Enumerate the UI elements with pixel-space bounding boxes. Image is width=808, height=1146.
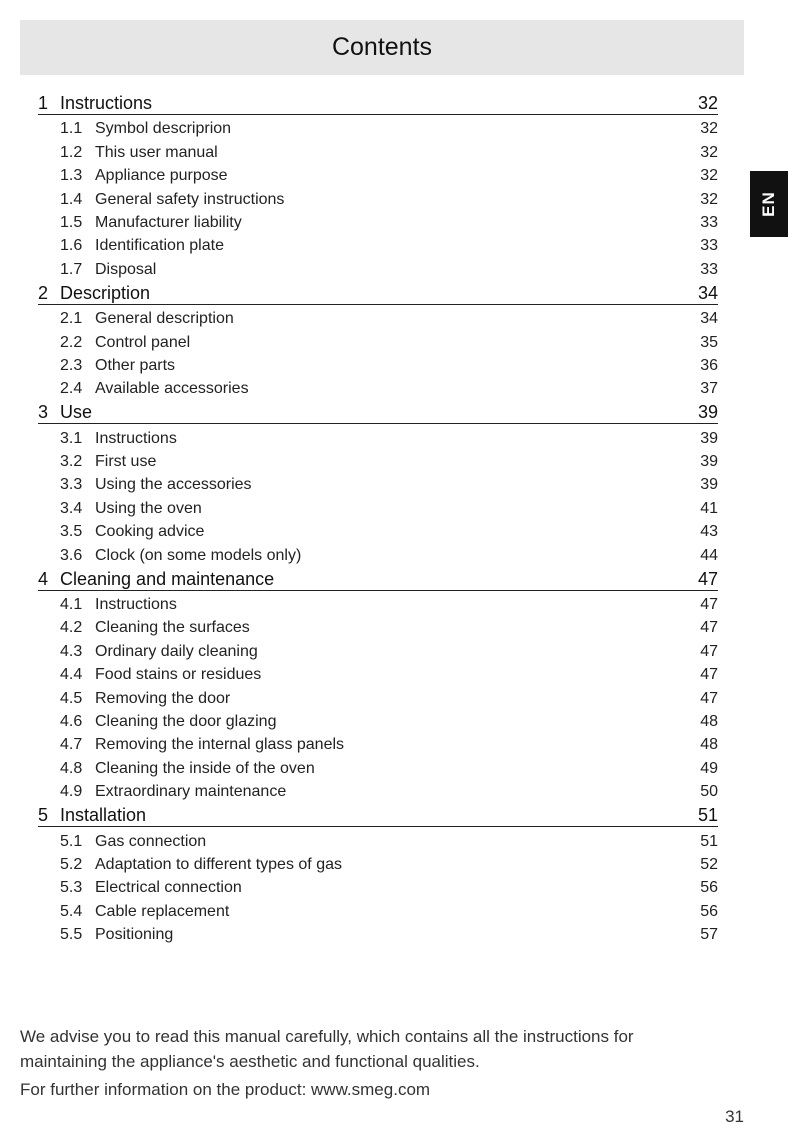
toc-section-row[interactable] bbox=[60, 138, 718, 161]
toc-chapter bbox=[38, 89, 718, 279]
toc-section-heading bbox=[60, 903, 229, 921]
page-title: Contents bbox=[331, 33, 433, 61]
toc-section-number: 1.4 bbox=[60, 190, 83, 208]
toc-section-title: First use bbox=[95, 453, 157, 471]
toc-chapter-heading bbox=[38, 569, 274, 590]
toc-section-number: 4.8 bbox=[60, 759, 83, 777]
toc-section-number: 5.4 bbox=[60, 902, 83, 920]
toc-chapter-page: 39 bbox=[697, 402, 718, 423]
toc-section-title: Symbol descriprion bbox=[95, 120, 232, 138]
toc-section-heading bbox=[60, 690, 230, 708]
toc-section-number: 4.2 bbox=[60, 619, 83, 637]
toc-section-heading bbox=[60, 736, 344, 754]
toc-section-title: Cable replacement bbox=[95, 902, 230, 920]
toc-section-row[interactable] bbox=[60, 448, 718, 471]
toc-chapter-number: 2 bbox=[38, 282, 49, 303]
toc-section-page: 33 bbox=[700, 213, 718, 231]
toc-section-title: Cleaning the surfaces bbox=[95, 619, 250, 637]
toc-section-page: 44 bbox=[700, 546, 718, 564]
toc-section-number: 3.6 bbox=[60, 546, 83, 564]
toc-section-number: 1.1 bbox=[60, 120, 83, 138]
toc-section-number: 3.1 bbox=[60, 429, 83, 447]
toc-chapter-number: 1 bbox=[38, 93, 49, 113]
toc-chapter-heading bbox=[38, 283, 150, 304]
toc-section-heading bbox=[60, 500, 202, 518]
table-of-contents bbox=[38, 89, 718, 944]
toc-section-row[interactable] bbox=[60, 209, 718, 232]
toc-chapter bbox=[38, 398, 718, 564]
toc-section-page: 48 bbox=[700, 736, 718, 754]
product-info-line: For further information on the product: www.smeg.com bbox=[20, 1080, 431, 1099]
toc-section-page: 35 bbox=[700, 333, 718, 351]
toc-section-page: 50 bbox=[700, 783, 718, 801]
toc-chapter-title: Instructions bbox=[60, 93, 153, 113]
toc-section-number: 5.2 bbox=[60, 855, 83, 873]
toc-section-heading bbox=[60, 476, 252, 494]
toc-section-row[interactable] bbox=[60, 921, 718, 944]
toc-section-heading bbox=[60, 547, 301, 565]
toc-chapter-page: 47 bbox=[697, 568, 718, 589]
toc-chapter-page: 51 bbox=[697, 805, 718, 826]
toc-section-row[interactable] bbox=[60, 162, 718, 185]
toc-section-page: 47 bbox=[700, 666, 718, 684]
toc-section-heading bbox=[60, 191, 284, 209]
toc-section-title: Using the accessories bbox=[95, 476, 252, 494]
toc-section-heading bbox=[60, 856, 342, 874]
toc-section-number: 2.3 bbox=[60, 356, 83, 374]
toc-section-title: Instructions bbox=[95, 596, 177, 614]
toc-section-number: 3.4 bbox=[60, 499, 83, 517]
toc-chapter-row[interactable] bbox=[38, 89, 718, 115]
toc-chapter-number: 4 bbox=[38, 568, 49, 589]
toc-section-heading bbox=[60, 237, 224, 255]
toc-section-number: 3.3 bbox=[60, 476, 83, 494]
toc-section-heading bbox=[60, 334, 190, 352]
toc-section-page: 32 bbox=[700, 190, 718, 208]
toc-section-page: 49 bbox=[700, 759, 718, 777]
toc-section-page: 37 bbox=[700, 380, 718, 398]
toc-chapter-number: 3 bbox=[38, 402, 49, 423]
toc-section-row[interactable] bbox=[60, 591, 718, 614]
toc-chapter-page: 34 bbox=[697, 282, 718, 303]
toc-section-heading bbox=[60, 596, 177, 614]
advice-line-2: maintaining the appliance's aesthetic and functional qualities. bbox=[20, 1052, 480, 1071]
toc-section-heading bbox=[60, 666, 261, 684]
toc-section-heading bbox=[60, 214, 242, 232]
toc-section-page: 34 bbox=[700, 310, 718, 328]
toc-section-row[interactable] bbox=[60, 115, 718, 138]
toc-section-title: Extraordinary maintenance bbox=[95, 783, 287, 801]
toc-section-title: Removing the door bbox=[95, 689, 231, 707]
toc-section-title: Cleaning the inside of the oven bbox=[95, 759, 315, 777]
toc-section-title: Clock (on some models only) bbox=[95, 546, 302, 564]
toc-section-heading bbox=[60, 120, 231, 138]
toc-chapter bbox=[38, 801, 718, 944]
toc-chapter-number: 5 bbox=[38, 805, 49, 826]
toc-section-row[interactable] bbox=[60, 897, 718, 920]
toc-section-page: 33 bbox=[700, 237, 718, 255]
toc-section-number: 4.4 bbox=[60, 666, 83, 684]
toc-chapter-heading bbox=[38, 402, 92, 423]
toc-chapter-heading bbox=[38, 805, 146, 826]
toc-section-title: Other parts bbox=[95, 356, 176, 374]
footer-note bbox=[20, 1024, 740, 1102]
toc-section-row[interactable] bbox=[60, 754, 718, 777]
toc-section-row[interactable] bbox=[60, 255, 718, 278]
toc-section-number: 4.9 bbox=[60, 783, 83, 801]
toc-section-title: Adaptation to different types of gas bbox=[95, 855, 342, 873]
toc-section-page: 57 bbox=[700, 926, 718, 944]
toc-section-page: 47 bbox=[700, 689, 718, 707]
toc-section-heading bbox=[60, 144, 218, 162]
toc-section-heading bbox=[60, 380, 249, 398]
toc-section-title: Removing the internal glass panels bbox=[95, 736, 345, 754]
toc-section-number: 3.2 bbox=[60, 453, 83, 471]
toc-section-row[interactable] bbox=[60, 185, 718, 208]
toc-section-number: 2.2 bbox=[60, 333, 83, 351]
toc-section-row[interactable] bbox=[60, 661, 718, 684]
toc-section-heading bbox=[60, 261, 156, 279]
toc-section-heading bbox=[60, 310, 234, 328]
toc-section-number: 5.1 bbox=[60, 832, 83, 850]
toc-section-page: 32 bbox=[700, 143, 718, 161]
toc-section-row[interactable] bbox=[60, 328, 718, 351]
toc-section-title: General description bbox=[95, 310, 234, 328]
language-label: EN bbox=[759, 191, 778, 217]
toc-section-number: 1.7 bbox=[60, 260, 83, 278]
toc-chapter-row[interactable] bbox=[38, 801, 718, 827]
toc-chapter-row[interactable] bbox=[38, 565, 718, 591]
toc-section-page: 32 bbox=[700, 120, 718, 138]
toc-section-heading bbox=[60, 643, 258, 661]
toc-chapter-row[interactable] bbox=[38, 398, 718, 424]
toc-section-number: 4.1 bbox=[60, 596, 83, 614]
toc-section-number: 4.5 bbox=[60, 689, 83, 707]
toc-section-row[interactable] bbox=[60, 708, 718, 731]
toc-section-page: 47 bbox=[700, 596, 718, 614]
contents-header bbox=[20, 20, 744, 75]
toc-section-row[interactable] bbox=[60, 851, 718, 874]
toc-section-heading bbox=[60, 879, 242, 897]
toc-chapter bbox=[38, 279, 718, 399]
toc-section-heading bbox=[60, 430, 177, 448]
toc-section-row[interactable] bbox=[60, 637, 718, 660]
toc-section-number: 3.5 bbox=[60, 523, 83, 541]
toc-section-row[interactable] bbox=[60, 541, 718, 564]
toc-section-number: 1.5 bbox=[60, 213, 83, 231]
toc-section-page: 39 bbox=[700, 476, 718, 494]
toc-section-heading bbox=[60, 167, 228, 185]
toc-section-row[interactable] bbox=[60, 518, 718, 541]
toc-section-heading bbox=[60, 357, 175, 375]
toc-section-number: 1.2 bbox=[60, 143, 83, 161]
toc-section-title: Gas connection bbox=[95, 832, 207, 850]
toc-section-title: Electrical connection bbox=[95, 879, 242, 897]
toc-section-heading bbox=[60, 783, 286, 801]
toc-section-number: 5.3 bbox=[60, 879, 83, 897]
toc-section-title: Using the oven bbox=[95, 499, 202, 517]
toc-section-number: 4.7 bbox=[60, 736, 83, 754]
toc-section-title: Positioning bbox=[95, 926, 174, 944]
toc-section-title: Cleaning the door glazing bbox=[95, 712, 277, 730]
toc-section-number: 4.3 bbox=[60, 642, 83, 660]
toc-section-title: Instructions bbox=[95, 429, 177, 447]
toc-section-title: Identification plate bbox=[95, 237, 224, 255]
toc-section-number: 1.6 bbox=[60, 237, 83, 255]
toc-section-row[interactable] bbox=[60, 731, 718, 754]
toc-section-row[interactable] bbox=[60, 375, 718, 398]
toc-section-title: Cooking advice bbox=[95, 523, 205, 541]
toc-chapter-heading bbox=[38, 93, 152, 114]
toc-section-row[interactable] bbox=[60, 305, 718, 328]
toc-section-page: 32 bbox=[700, 167, 718, 185]
toc-section-number: 1.3 bbox=[60, 167, 83, 185]
toc-section-title: Appliance purpose bbox=[95, 167, 228, 185]
toc-chapter bbox=[38, 565, 718, 802]
toc-chapter-title: Use bbox=[60, 402, 93, 423]
toc-section-heading bbox=[60, 523, 204, 541]
page-number: 31 bbox=[725, 1107, 744, 1126]
advice-line-1: We advise you to read this manual carefully, which contains all the instructions for bbox=[20, 1027, 634, 1046]
toc-section-page: 56 bbox=[700, 879, 718, 897]
toc-section-heading bbox=[60, 833, 206, 851]
toc-section-page: 47 bbox=[700, 642, 718, 660]
toc-section-number: 2.1 bbox=[60, 310, 83, 328]
toc-section-number: 2.4 bbox=[60, 380, 83, 398]
toc-chapter-title: Cleaning and maintenance bbox=[60, 568, 275, 589]
toc-section-page: 33 bbox=[700, 260, 718, 278]
toc-section-row[interactable] bbox=[60, 778, 718, 801]
toc-section-heading bbox=[60, 760, 315, 778]
toc-section-row[interactable] bbox=[60, 352, 718, 375]
toc-section-title: Ordinary daily cleaning bbox=[95, 642, 258, 660]
toc-section-heading bbox=[60, 619, 250, 637]
toc-section-row[interactable] bbox=[60, 874, 718, 897]
toc-chapter-page: 32 bbox=[697, 93, 718, 113]
toc-section-page: 56 bbox=[700, 902, 718, 920]
toc-section-heading bbox=[60, 926, 173, 944]
toc-section-row[interactable] bbox=[60, 684, 718, 707]
toc-section-heading bbox=[60, 713, 276, 731]
toc-section-row[interactable] bbox=[60, 827, 718, 850]
toc-section-title: Control panel bbox=[95, 333, 191, 351]
toc-section-number: 4.6 bbox=[60, 712, 83, 730]
toc-section-page: 41 bbox=[700, 499, 718, 517]
toc-section-title: Disposal bbox=[95, 260, 157, 278]
toc-section-title: Food stains or residues bbox=[95, 666, 262, 684]
language-tab bbox=[750, 171, 788, 237]
toc-section-row[interactable] bbox=[60, 424, 718, 447]
toc-section-page: 47 bbox=[700, 619, 718, 637]
toc-section-page: 36 bbox=[700, 356, 718, 374]
toc-section-page: 51 bbox=[700, 832, 718, 850]
toc-chapter-row[interactable] bbox=[38, 279, 718, 305]
toc-section-page: 48 bbox=[700, 712, 718, 730]
toc-section-page: 43 bbox=[700, 523, 718, 541]
toc-chapter-title: Installation bbox=[60, 805, 147, 826]
toc-section-title: General safety instructions bbox=[95, 190, 285, 208]
toc-section-page: 52 bbox=[700, 855, 718, 873]
toc-section-row[interactable] bbox=[60, 471, 718, 494]
toc-section-title: Available accessories bbox=[95, 380, 249, 398]
toc-section-row[interactable] bbox=[60, 232, 718, 255]
toc-section-title: Manufacturer liability bbox=[95, 213, 242, 231]
toc-section-row[interactable] bbox=[60, 494, 718, 517]
toc-section-heading bbox=[60, 453, 156, 471]
toc-section-row[interactable] bbox=[60, 614, 718, 637]
toc-section-title: This user manual bbox=[95, 143, 218, 161]
toc-section-page: 39 bbox=[700, 453, 718, 471]
toc-section-number: 5.5 bbox=[60, 926, 83, 944]
toc-chapter-title: Description bbox=[60, 282, 151, 303]
toc-section-page: 39 bbox=[700, 429, 718, 447]
